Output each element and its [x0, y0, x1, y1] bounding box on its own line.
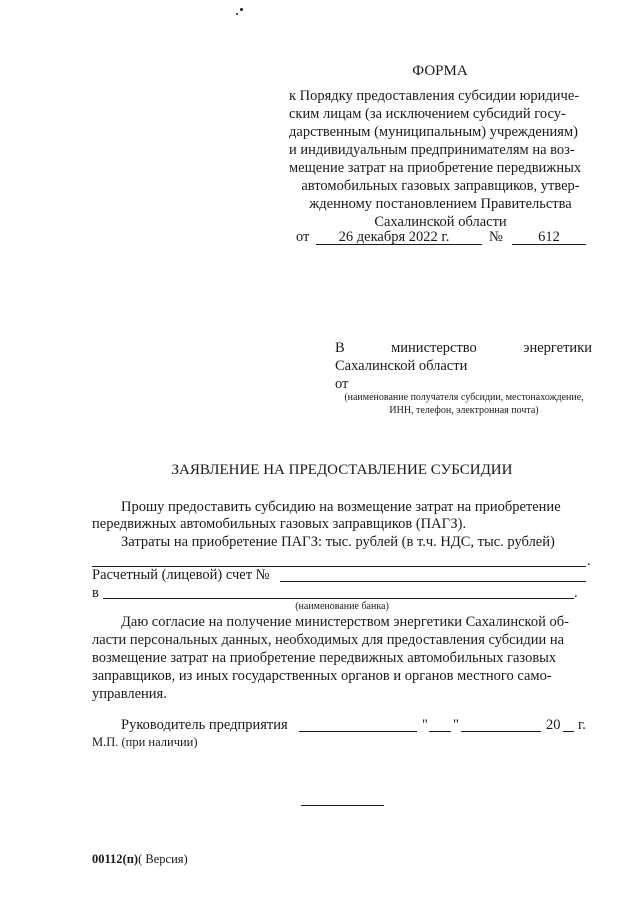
version-label: ( Версия)	[138, 852, 188, 866]
quote-close: "	[453, 717, 459, 733]
scan-speck	[240, 8, 243, 11]
form-reference-line: к Порядку предоставления субсидии юридиче-	[289, 88, 580, 104]
resolution-date: 26 декабря 2022 г.	[338, 229, 450, 245]
form-reference-line: Сахалинской области	[374, 214, 507, 230]
scan-speck	[236, 13, 238, 15]
form-reference-line: автомобильных газовых заправщиков, утвер-	[301, 178, 580, 194]
document-title: ЗАЯВЛЕНИЕ НА ПРЕДОСТАВЛЕНИЕ СУБСИДИИ	[171, 462, 513, 478]
form-reference-line: дарственным (муниципальным) учреждениям)	[289, 124, 578, 140]
account-number-field[interactable]	[280, 581, 586, 582]
stamp-note: М.П. (при наличии)	[92, 735, 198, 749]
signature-label: Руководитель предприятия	[121, 717, 288, 733]
request-line-2: передвижных автомобильных газовых заправщиков (ПАГЗ).	[92, 516, 467, 532]
consent-line: заправщиков, из иных государственных органов и органов местного само-	[92, 668, 552, 684]
day-field[interactable]	[429, 731, 451, 732]
resolution-number: 612	[538, 229, 560, 245]
quote-open: "	[422, 717, 428, 733]
form-reference-line: жденному постановлением Правительства	[309, 196, 572, 212]
footer-version	[92, 851, 188, 867]
bank-period: .	[574, 585, 578, 601]
addressee-note: (наименование получателя субсидии, местонахождение, ИНН, телефон, электронная почта)	[344, 392, 584, 416]
addressee-from: от	[335, 376, 349, 392]
bank-prefix: в	[92, 585, 99, 601]
costs-line: Затраты на приобретение ПАГЗ: тыс. рублей (в т.ч. НДС, тыс. рублей)	[121, 534, 555, 550]
month-field[interactable]	[461, 731, 541, 732]
number-prefix: №	[489, 229, 503, 245]
account-label: Расчетный (лицевой) счет №	[92, 567, 270, 583]
addressee-line-1: В министерство энергетики	[335, 340, 592, 356]
consent-line: управления.	[92, 686, 167, 702]
request-line-1: Прошу предоставить субсидию на возмещение затрат на приобретение	[121, 499, 561, 515]
form-title: ФОРМА	[412, 63, 468, 79]
bank-note: (наименование банка)	[295, 601, 389, 612]
date-underline	[316, 244, 482, 245]
signature-field[interactable]	[299, 731, 417, 732]
date-prefix: от	[296, 229, 310, 245]
form-reference-line: мещение затрат на приобретение передвижных	[289, 160, 582, 176]
consent-line: Даю согласие на получение министерством энергетики Сахалинской об-	[121, 614, 569, 630]
addressee-line-2: Сахалинской области	[335, 358, 468, 374]
number-underline	[512, 244, 586, 245]
consent-paragraph	[92, 613, 592, 703]
form-code: 00112(п)	[92, 852, 139, 866]
year-prefix: 20	[546, 717, 561, 733]
separator-line	[301, 805, 384, 806]
costs-period: .	[587, 553, 591, 569]
consent-line: ласти персональных данных, необходимых для предоставления субсидии на	[92, 632, 565, 648]
consent-line: возмещение затрат на приобретение передвижных автомобильных газовых	[92, 650, 557, 666]
form-reference	[289, 87, 592, 231]
form-reference-line: ским лицам (за исключением субсидий госу-	[289, 106, 566, 122]
form-reference-line: и индивидуальным предпринимателям на воз-	[289, 142, 575, 158]
year-suffix: г.	[578, 717, 586, 733]
year-field[interactable]	[563, 731, 574, 732]
bank-name-field[interactable]	[103, 598, 574, 599]
